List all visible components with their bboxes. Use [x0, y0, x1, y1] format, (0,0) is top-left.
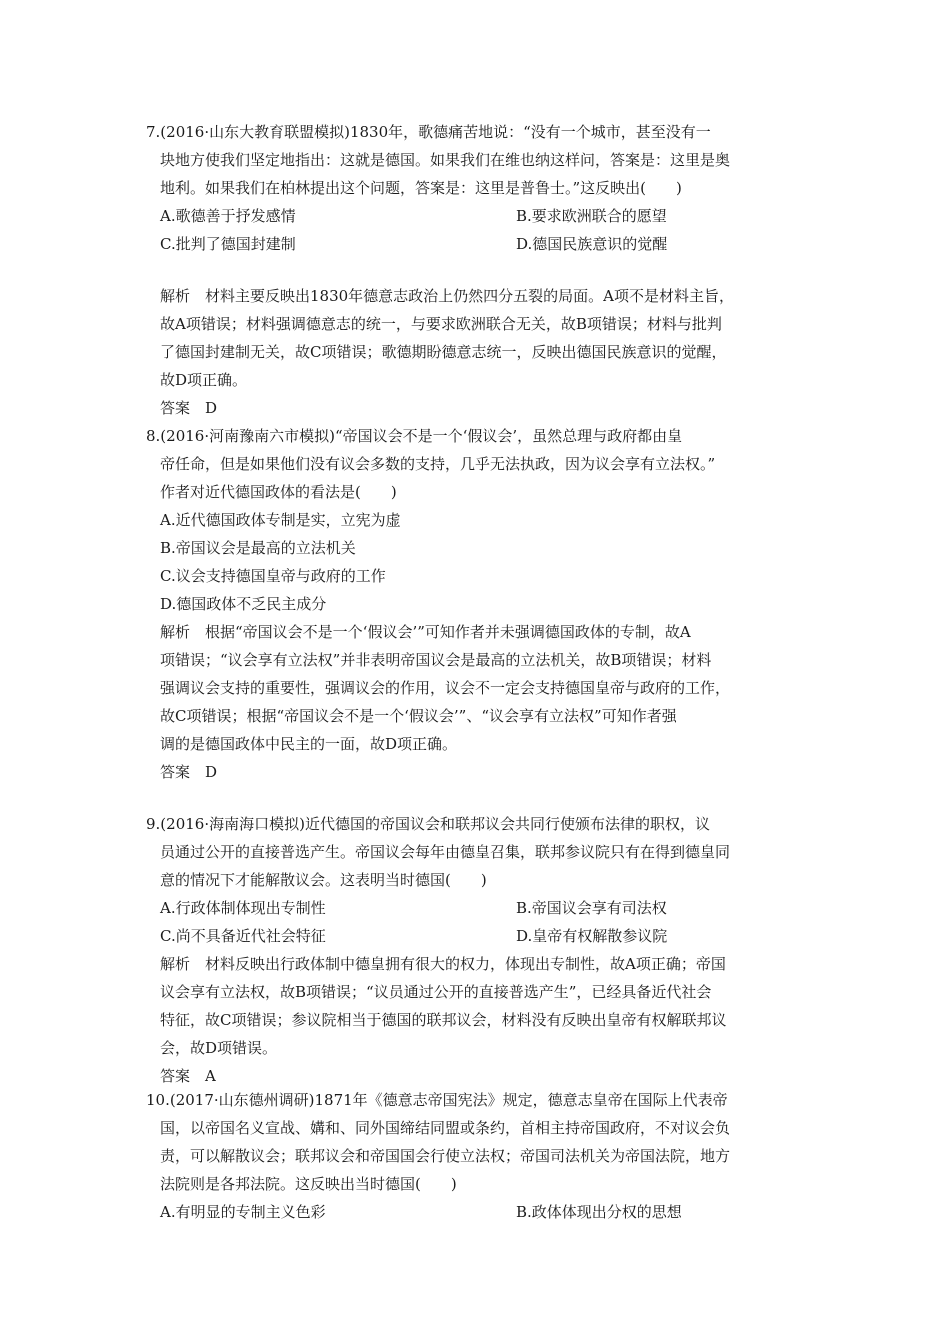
option-b: B.帝国议会享有司法权	[516, 899, 667, 917]
analysis-7	[146, 282, 814, 422]
option-d: D.皇帝有权解散参议院	[516, 927, 668, 945]
question-10	[146, 1086, 814, 1226]
question-9	[146, 810, 814, 1090]
option-a: A.近代德国政体专制是实，立宪为虚	[160, 511, 401, 529]
answer: 答案 D	[160, 399, 218, 417]
question-stem-line: 法院则是各邦法院。这反映出当时德国( )	[160, 1175, 457, 1193]
analysis-line: 会，故D项错误。	[160, 1039, 278, 1057]
question-stem-line: 作者对近代德国政体的看法是( )	[160, 483, 397, 501]
option-b: B.要求欧洲联合的愿望	[516, 207, 667, 225]
answer: 答案 A	[160, 1067, 216, 1085]
option-c: C.批判了德国封建制	[160, 235, 296, 253]
option-row	[146, 1198, 814, 1226]
analysis-line: 强调议会支持的重要性，强调议会的作用，议会不一定会支持德国皇帝与政府的工作，	[160, 679, 731, 697]
question-stem-line: 意的情况下才能解散议会。这表明当时德国( )	[160, 871, 487, 889]
question-stem-line: 9.(2016·海南海口模拟)近代德国的帝国议会和联邦议会共同行使颁布法律的职权，议	[146, 815, 710, 833]
option-a: A.行政体制体现出专制性	[160, 899, 326, 917]
analysis-line: 项错误；“议会享有立法权”并非表明帝国议会是最高的立法机关，故B项错误；材料	[160, 651, 712, 669]
analysis-line: 故A项错误；材料强调德意志的统一，与要求欧洲联合无关，故B项错误；材料与批判	[160, 315, 722, 333]
question-7	[146, 118, 814, 258]
analysis-line: 解析 材料反映出行政体制中德皇拥有很大的权力，体现出专制性，故A项正确；帝国	[160, 955, 726, 973]
option-row	[146, 202, 814, 230]
option-c: C.议会支持德国皇帝与政府的工作	[160, 567, 386, 585]
analysis-line: 议会享有立法权，故B项错误；“议员通过公开的直接普选产生”，已经具备近代社会	[160, 983, 712, 1001]
option-c: C.尚不具备近代社会特征	[160, 927, 326, 945]
option-a: A.有明显的专制主义色彩	[160, 1203, 326, 1221]
option-row	[146, 894, 814, 922]
option-b: B.帝国议会是最高的立法机关	[160, 539, 356, 557]
question-stem-line: 10.(2017·山东德州调研)1871年《德意志帝国宪法》规定，德意志皇帝在国际上代表帝	[146, 1091, 728, 1109]
analysis-line: 故D项正确。	[160, 371, 248, 389]
option-b: B.政体体现出分权的思想	[516, 1203, 682, 1221]
answer: 答案 D	[160, 763, 218, 781]
question-stem-line: 8.(2016·河南豫南六市模拟)“帝国议会不是一个‘假议会’，虽然总理与政府都由皇	[146, 427, 683, 445]
question-stem-line: 员通过公开的直接普选产生。帝国议会每年由德皇召集，联邦参议院只有在得到德皇同	[160, 843, 731, 861]
option-a: A.歌德善于抒发感情	[160, 207, 296, 225]
question-stem-line: 块地方使我们坚定地指出：这就是德国。如果我们在维也纳这样问，答案是：这里是奥	[160, 151, 731, 169]
question-8	[146, 422, 814, 786]
analysis-line: 特征，故C项错误；参议院相当于德国的联邦议会，材料没有反映出皇帝有权解联邦议	[160, 1011, 727, 1029]
question-stem-line: 帝任命，但是如果他们没有议会多数的支持，几乎无法执政，因为议会享有立法权。”	[160, 455, 716, 473]
question-stem-line: 7.(2016·山东大教育联盟模拟)1830年，歌德痛苦地说：“没有一个城市，甚至没有一	[146, 123, 711, 141]
option-row	[146, 922, 814, 950]
analysis-line: 解析 根据“帝国议会不是一个‘假议会’”可知作者并未强调德国政体的专制，故A	[160, 623, 691, 641]
analysis-line: 调的是德国政体中民主的一面，故D项正确。	[160, 735, 458, 753]
question-stem-line: 责，可以解散议会；联邦议会和帝国国会行使立法权；帝国司法机关为帝国法院，地方	[160, 1147, 731, 1165]
option-d: D.德国民族意识的觉醒	[516, 235, 668, 253]
analysis-line: 解析 材料主要反映出1830年德意志政治上仍然四分五裂的局面。A项不是材料主旨，	[160, 287, 735, 305]
question-stem-line: 国，以帝国名义宣战、媾和、同外国缔结同盟或条约，首相主持帝国政府，不对议会负	[160, 1119, 731, 1137]
analysis-line: 故C项错误；根据“帝国议会不是一个‘假议会’”、“议会享有立法权”可知作者强	[160, 707, 677, 725]
analysis-line: 了德国封建制无关，故C项错误；歌德期盼德意志统一，反映出德国民族意识的觉醒，	[160, 343, 727, 361]
option-row	[146, 230, 814, 258]
option-d: D.德国政体不乏民主成分	[160, 595, 327, 613]
question-stem-line: 地利。如果我们在柏林提出这个问题，答案是：这里是普鲁士。”这反映出( )	[160, 179, 682, 197]
